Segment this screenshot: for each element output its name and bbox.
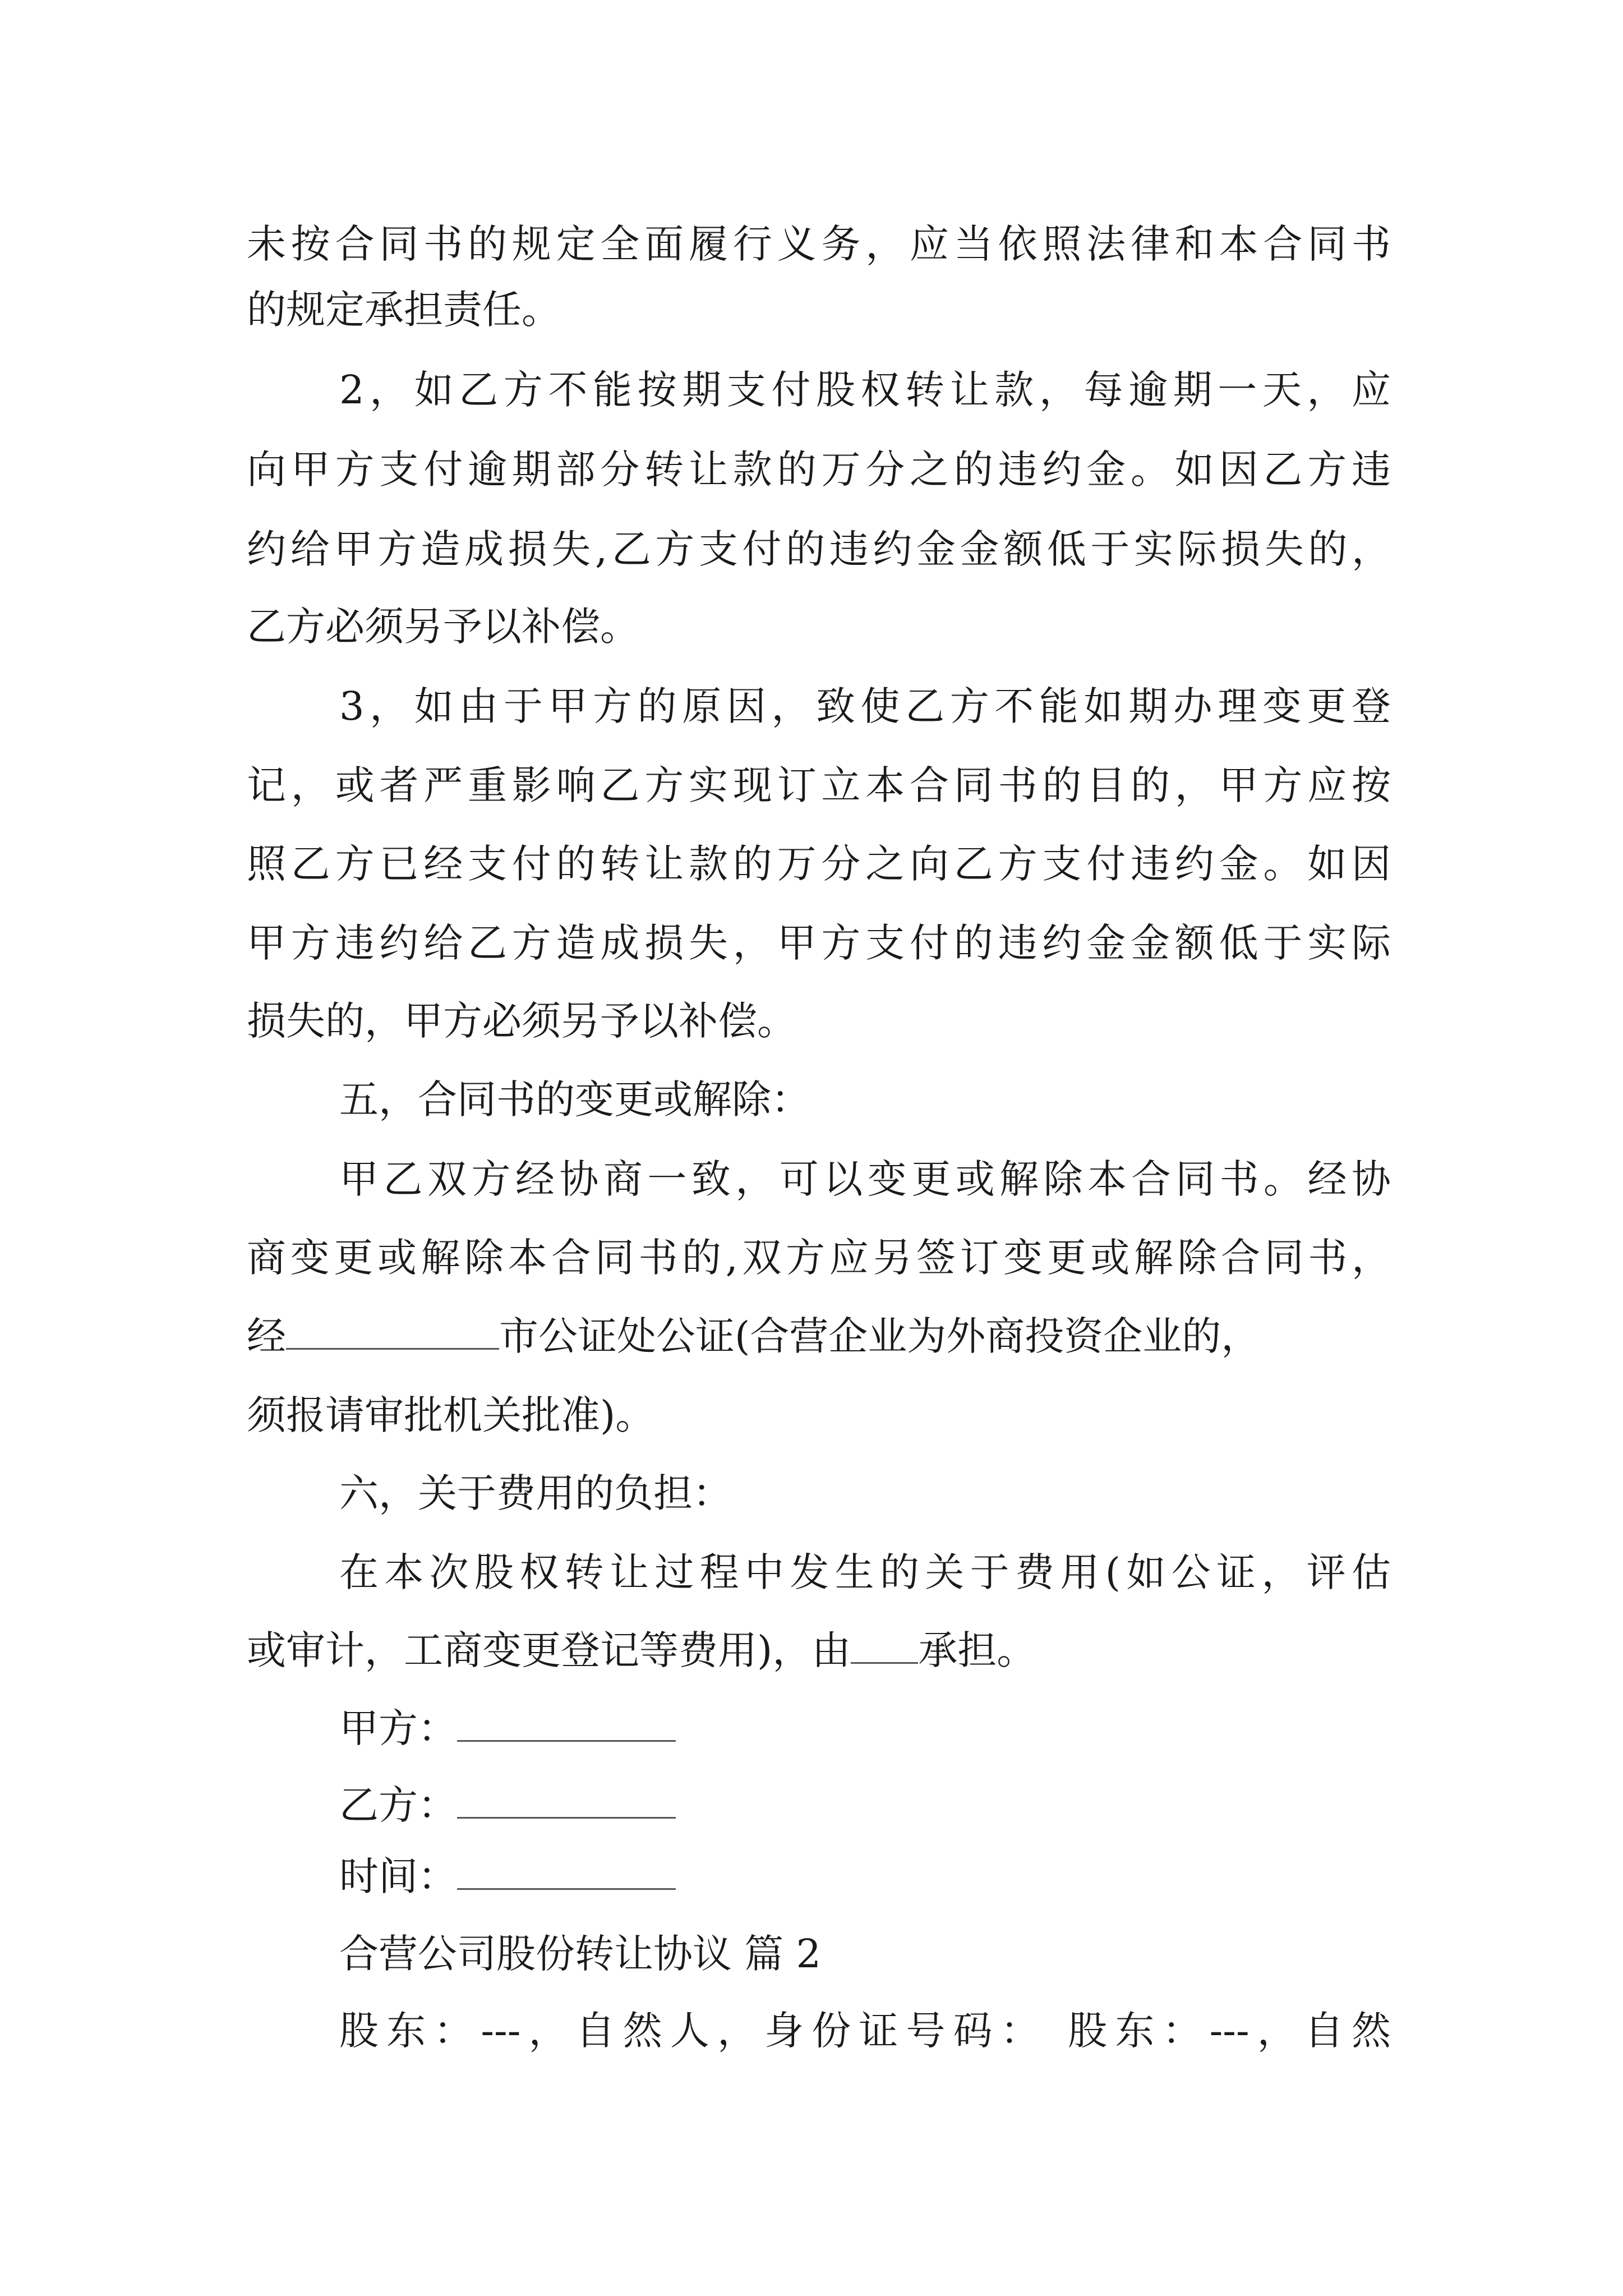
- text-line: 损失的，甲方必须另予以补偿。: [247, 998, 796, 1044]
- notary-prefix: 经: [247, 1313, 286, 1359]
- text-line: 未按合同书的规定全面履行义务，应当依照法律和本合同书: [247, 221, 1391, 267]
- party-a-blank: [457, 1705, 676, 1742]
- text-line: 股东：---，自然人，身份证号码： 股东：---，自然: [339, 2008, 1391, 2054]
- text-line: 约给甲方造成损失,乙方支付的违约金金额低于实际损失的，: [247, 526, 1391, 572]
- text-line: 在本次股权转让过程中发生的关于费用(如公证，评估: [339, 1549, 1391, 1595]
- text-line: 向甲方支付逾期部分转让款的万分之的违约金。如因乙方违: [247, 447, 1391, 493]
- cost-line: [247, 1625, 1391, 1676]
- notary-city-blank: [286, 1313, 499, 1350]
- notary-line: [247, 1311, 1391, 1361]
- party-a-label: 甲方：: [339, 1705, 457, 1751]
- date-label: 时间：: [339, 1853, 457, 1899]
- cost-prefix: 或审计，工商变更登记等费用)，由: [247, 1627, 851, 1673]
- date-blank: [457, 1853, 676, 1890]
- text-line: 记，或者严重影响乙方实现订立本合同书的目的，甲方应按: [247, 762, 1391, 808]
- signature-party-b: [339, 1780, 1391, 1830]
- text-line: 须报请审批机关批准)。: [247, 1392, 655, 1438]
- text-line: 2，如乙方不能按期支付股权转让款，每逾期一天，应: [339, 367, 1391, 413]
- cost-suffix: 承担。: [918, 1627, 1036, 1673]
- section-title: 合营公司股份转让协议 篇 2: [339, 1931, 822, 1977]
- cost-bearer-blank: [851, 1627, 918, 1664]
- section-heading: 五，合同书的变更或解除：: [339, 1076, 810, 1122]
- signature-date: [339, 1851, 1391, 1902]
- text-line: 甲方违约给乙方造成损失，甲方支付的违约金金额低于实际: [247, 920, 1391, 966]
- section-heading: 六，关于费用的负担：: [339, 1470, 732, 1516]
- text-line: 的规定承担责任。: [247, 287, 561, 333]
- text-line: 甲乙双方经协商一致，可以变更或解除本合同书。经协: [339, 1156, 1391, 1202]
- text-line: 乙方必须另予以补偿。: [247, 604, 639, 650]
- text-line: 照乙方已经支付的转让款的万分之向乙方支付违约金。如因: [247, 841, 1391, 887]
- party-b-label: 乙方：: [339, 1782, 457, 1828]
- notary-suffix: 市公证处公证(合营企业为外商投资企业的，: [499, 1313, 1261, 1359]
- text-line: 3，如由于甲方的原因，致使乙方不能如期办理变更登: [339, 683, 1391, 729]
- text-line: 商变更或解除本合同书的,双方应另签订变更或解除合同书，: [247, 1235, 1391, 1281]
- signature-party-a: [339, 1703, 1391, 1754]
- party-b-blank: [457, 1782, 676, 1819]
